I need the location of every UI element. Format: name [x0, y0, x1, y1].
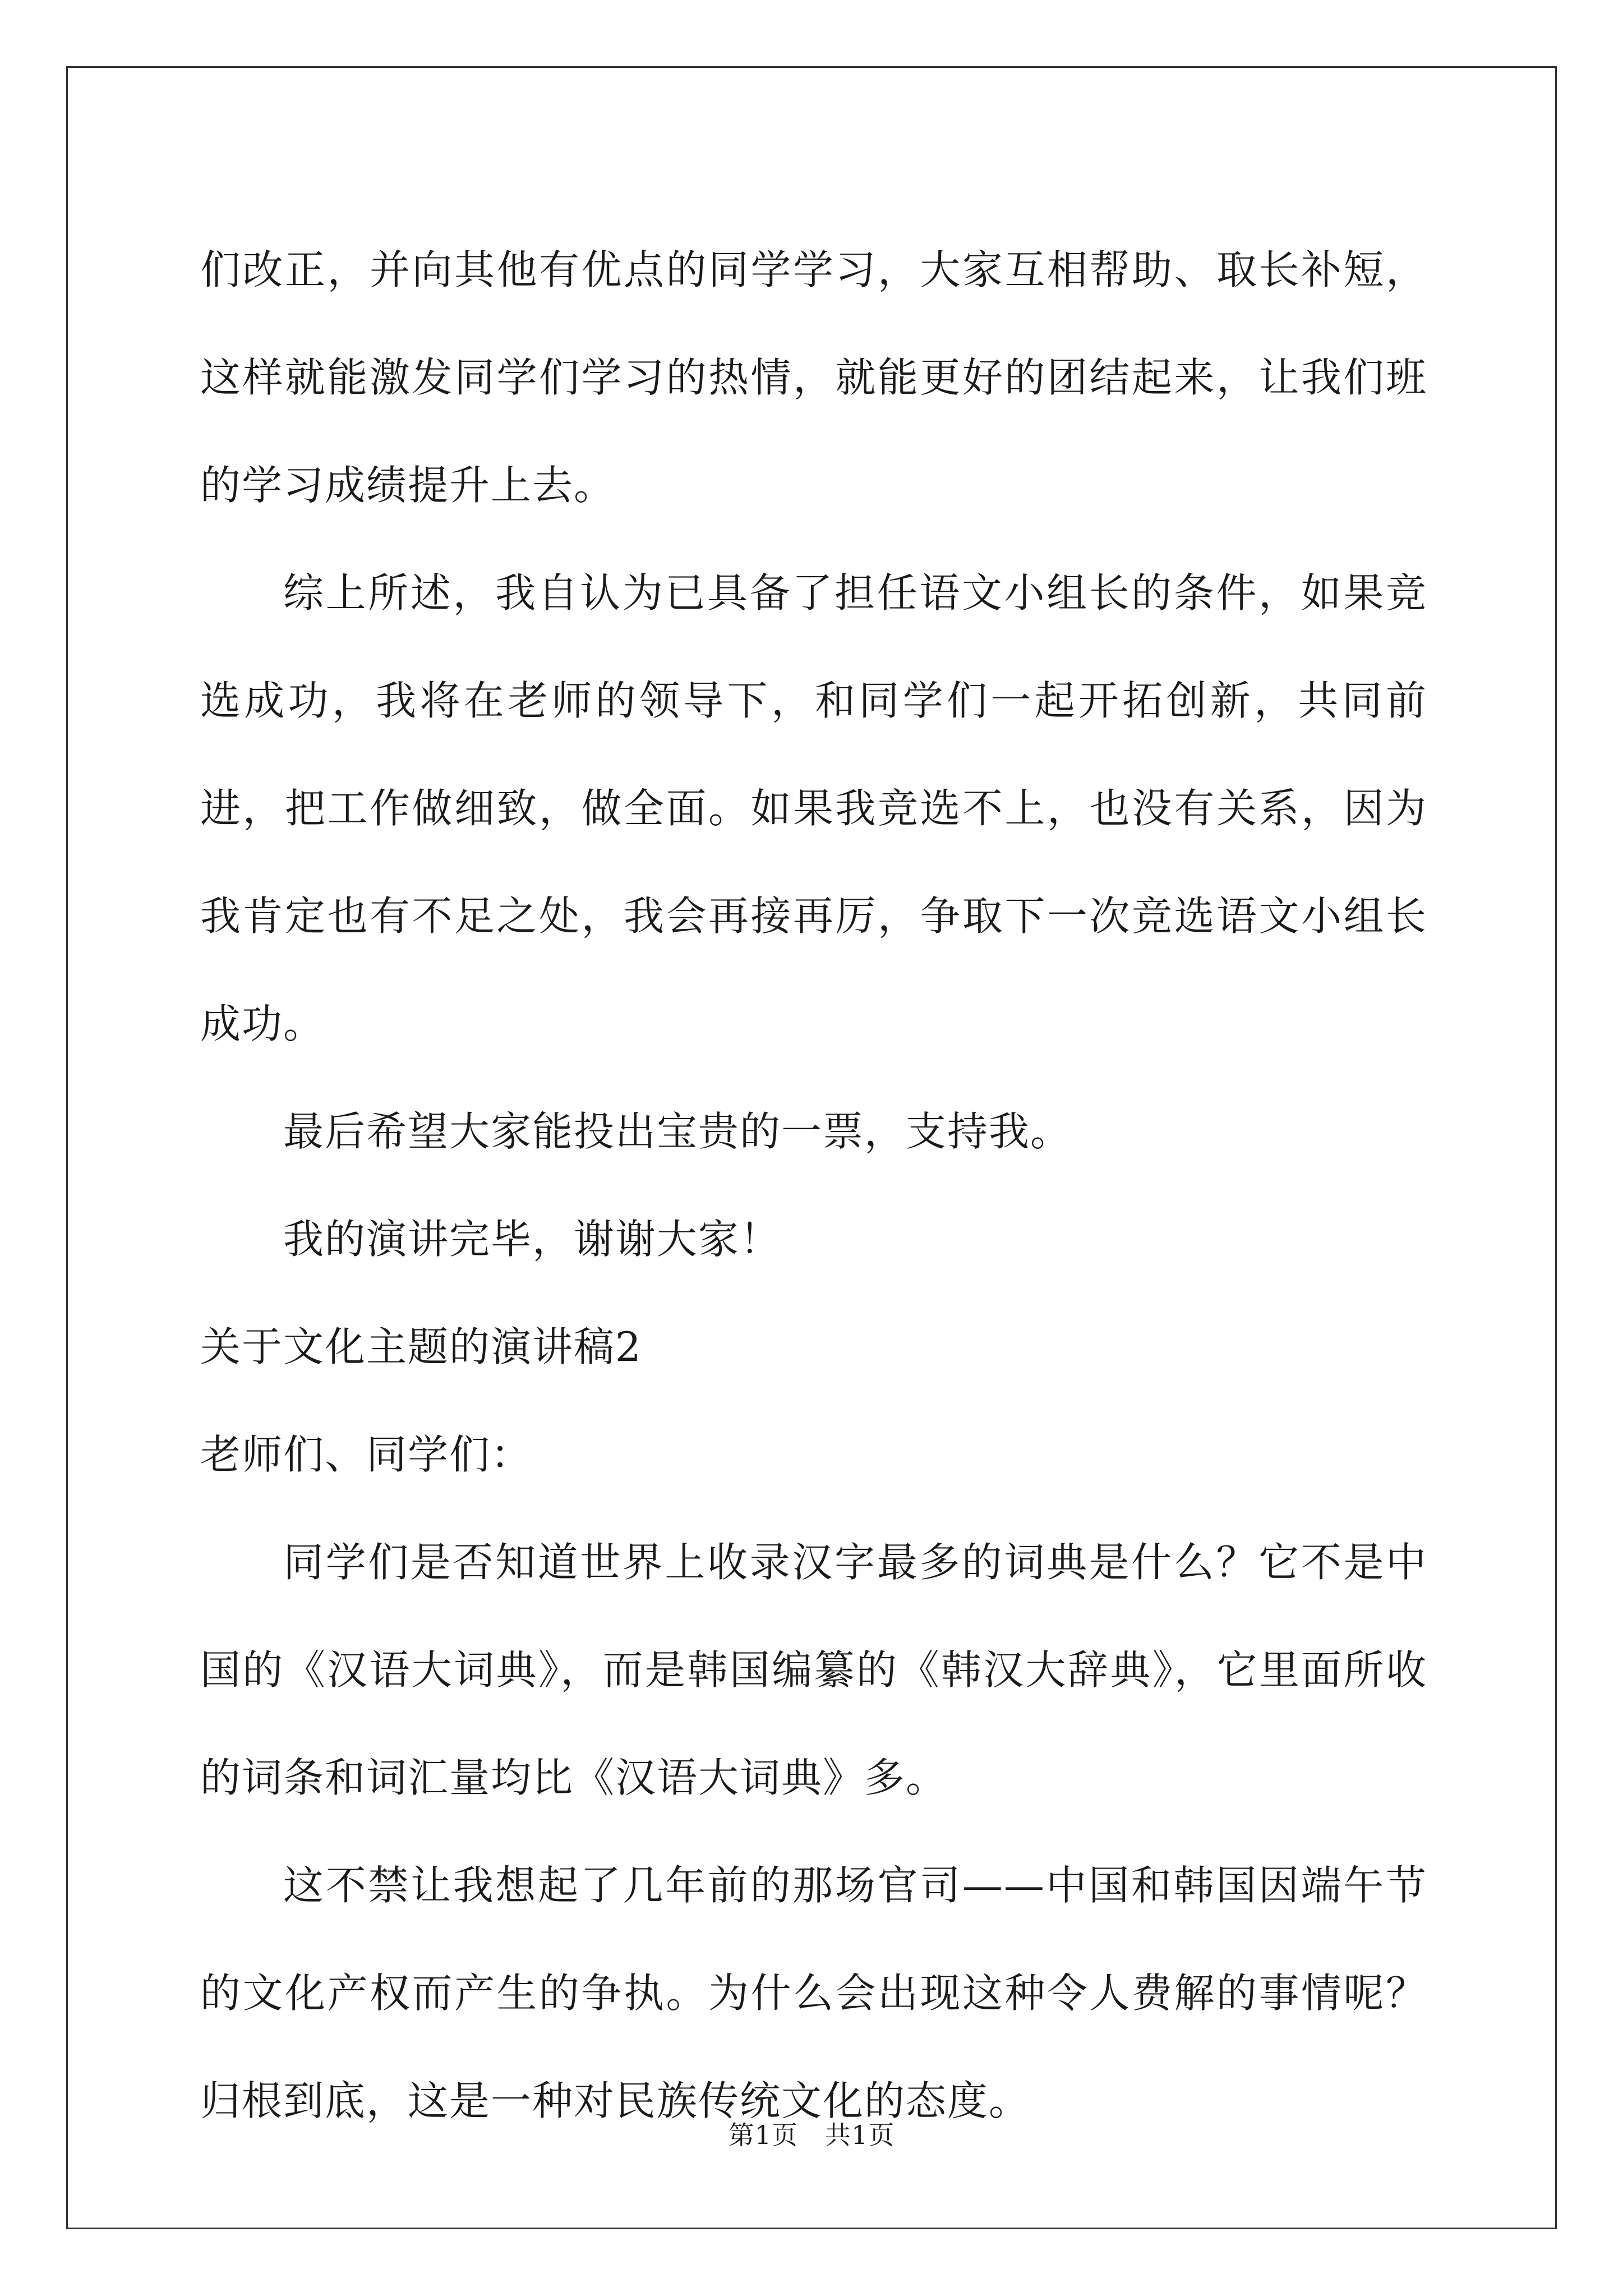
page-number: 第1页	[728, 2120, 798, 2150]
paragraph-dragon-boat: 这不禁让我想起了几年前的那场官司——中国和韩国因端午节的文化产权而产生的争执。为什么会出现这种令人费解的事情呢？归根到底，这是一种对民族传统文化的态度。	[200, 1862, 1427, 2124]
paragraph-dictionary: 同学们是否知道世界上收录汉字最多的词典是什么？它不是中国的《汉语大词典》，而是韩国编纂的《韩汉大辞典》，它里面所收的词条和词汇量均比《汉语大词典》多。	[200, 1539, 1427, 1801]
salutation: 老师们、同学们：	[200, 1431, 533, 1478]
paragraph-conclusion: 综上所述，我自认为已具备了担任语文小组长的条件，如果竞选成功，我将在老师的领导下，和同学们一起开拓创新，共同前进，把工作做细致，做全面。如果我竞选不上，也没有关系，因为我肯定也有不足之处，我会再接再厉，争取下一次竞选语文小组长成功。	[200, 569, 1427, 1047]
page-footer	[0, 2115, 1623, 2152]
paragraph-vote-request: 最后希望大家能投出宝贵的一票，支持我。	[283, 1108, 1072, 1155]
page-total: 共1页	[825, 2120, 895, 2150]
paragraph-continuation: 们改正，并向其他有优点的同学学习，大家互相帮助、取长补短，这样就能激发同学们学习的热情，就能更好的团结起来，让我们班的学习成绩提升上去。	[200, 246, 1427, 509]
document-body	[200, 216, 1427, 2155]
section-title: 关于文化主题的演讲稿2	[200, 1323, 642, 1370]
paragraph-closing: 我的演讲完毕，谢谢大家！	[283, 1216, 782, 1263]
